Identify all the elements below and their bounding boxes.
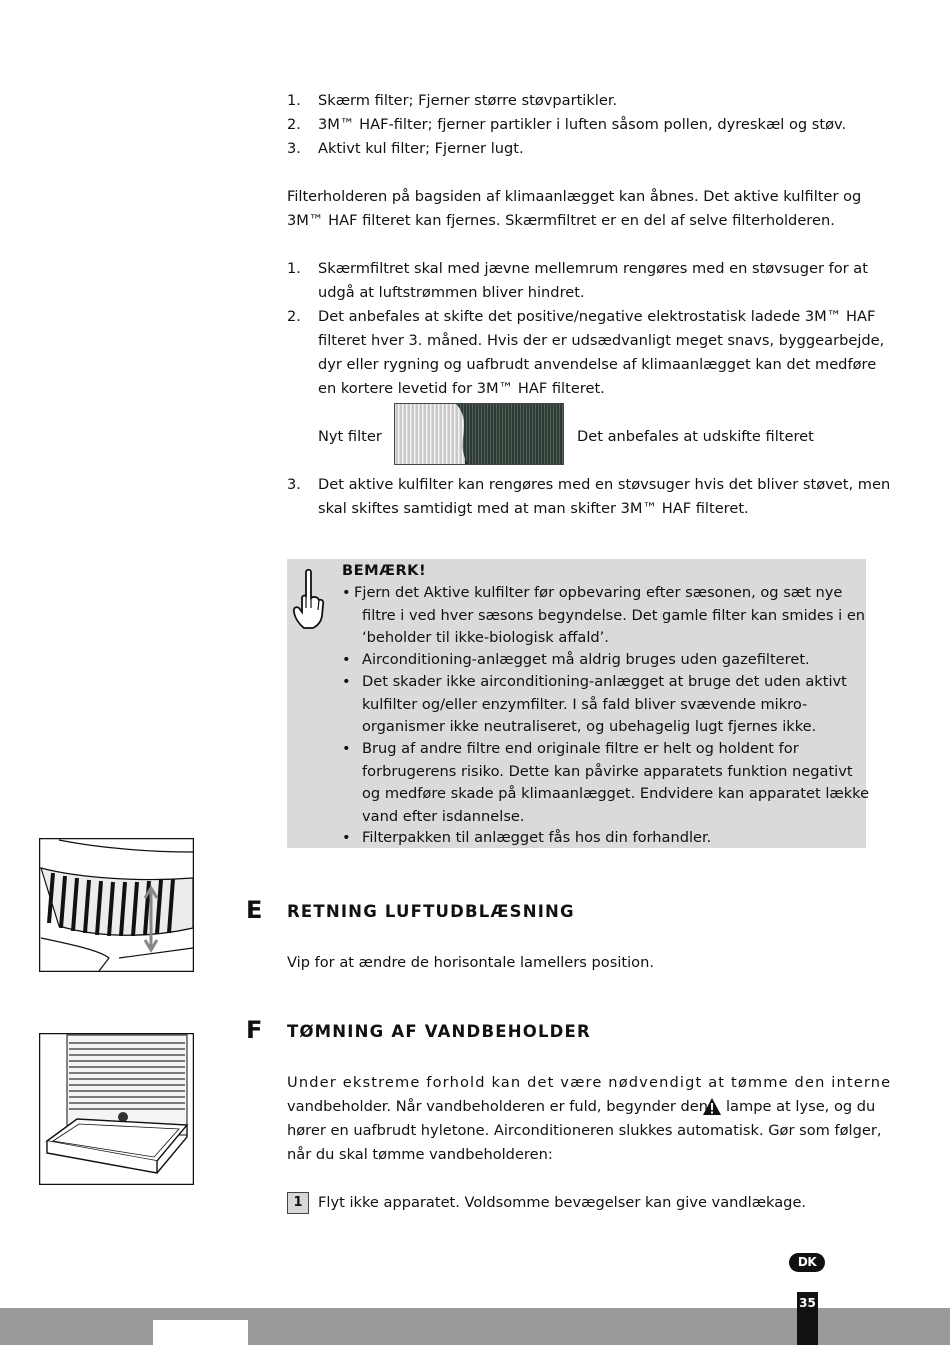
warning-icon [702, 1097, 722, 1116]
list-item-line: en kortere levetid for 3M™ HAF filteret. [318, 380, 605, 397]
bullet-line: forbrugerens risiko. Dette kan påvirke apparatets funktion negativt [362, 762, 853, 780]
list-number: 2. [287, 116, 301, 133]
paragraph-line: når du skal tømme vandbeholderen: [287, 1146, 553, 1163]
language-badge: DK [789, 1253, 825, 1272]
water-tray-illustration [39, 1033, 194, 1185]
list-item-line: dyr eller rygning og uafbrudt anvendelse af klimaanlægget kan det medføre [318, 356, 877, 373]
paragraph-line: hører en uafbrudt hyletone. Airconditioneren slukkes automatisk. Gør som følger, [287, 1122, 882, 1139]
list-number: 3. [287, 140, 301, 157]
replace-filter-label: Det anbefales at udskifte filteret [577, 428, 814, 445]
page-number: 35 [797, 1292, 818, 1345]
bullet-dot: • [342, 740, 351, 757]
paragraph-line: 3M™ HAF filteret kan fjernes. Skærmfiltret er en del af selve filterholderen. [287, 212, 835, 229]
bullet-dot: • [342, 651, 351, 668]
list-item-line: Det anbefales at skifte det positive/negative elektrostatisk ladede 3M™ HAF [318, 308, 876, 325]
footer-tab [153, 1320, 248, 1345]
list-number: 1. [287, 92, 301, 109]
bullet-dot: • [342, 673, 351, 690]
paragraph-line: Under ekstreme forhold kan det være nødvendigt at tømme den interne [287, 1074, 892, 1091]
bullet-line: og medføre skade på klimaanlægget. Endvidere kan apparatet lække [362, 785, 870, 802]
section-text: Vip for at ændre de horisontale lamellers position. [287, 954, 654, 971]
list-item-line: udgå at luftstrømmen bliver hindret. [318, 284, 585, 301]
list-item-line: filteret hver 3. måned. Hvis der er udsædvanligt meget snavs, byggearbejde, [318, 332, 885, 349]
bullet-line: kulfilter og/eller enzymfilter. I så fald bliver svævende mikro- [362, 695, 808, 713]
pointing-hand-icon [292, 568, 326, 632]
bullet-dot: • [342, 584, 351, 601]
step-number-box: 1 [287, 1192, 309, 1214]
note-title: BEMÆRK! [342, 562, 427, 579]
bullet-line: organismer ikke neutraliseret, og ubehagelig lugt fjernes ikke. [362, 718, 817, 735]
bullet-line: Airconditioning-anlægget må aldrig bruges uden gazefilteret. [362, 651, 810, 668]
list-item-line: Skærmfiltret skal med jævne mellemrum rengøres med en støvsuger for at [318, 260, 868, 277]
list-item-line: Det aktive kulfilter kan rengøres med en støvsuger hvis det bliver støvet, men [318, 476, 891, 493]
step-text: Flyt ikke apparatet. Voldsomme bevægelser kan give vandlækage. [318, 1194, 807, 1211]
bullet-line: ‘beholder til ikke-biologisk affald’. [362, 629, 609, 646]
list-number: 2. [287, 308, 301, 325]
list-item: Aktivt kul filter; Fjerner lugt. [318, 140, 524, 157]
bullet-line: Det skader ikke airconditioning-anlægget at bruge det uden aktivt [362, 673, 847, 690]
bullet-line: Fjern det Aktive kulfilter før opbevaring efter sæsonen, og sæt nye [354, 584, 843, 601]
list-number: 1. [287, 260, 301, 277]
list-item: 3M™ HAF-filter; fjerner partikler i luften såsom pollen, dyreskæl og støv. [318, 116, 847, 133]
bullet-line: Brug af andre filtre end originale filtre er helt og holdent for [362, 740, 799, 757]
bullet-line: Filterpakken til anlægget fås hos din forhandler. [362, 829, 712, 846]
paragraph-line: vandbeholder. Når vandbeholderen er fuld, begynder den [287, 1098, 708, 1115]
section-letter: E [246, 896, 263, 924]
bullet-line: filtre i ved hver sæsons begyndelse. Det gamle filter kan smides i en [362, 606, 866, 624]
section-title: RETNING LUFTUDBLÆSNING [287, 902, 575, 921]
paragraph-line: Filterholderen på bagsiden af klimaanlægget kan åbnes. Det aktive kulfilter og [287, 188, 862, 205]
bullet-line: vand efter isdannelse. [362, 807, 525, 825]
section-letter: F [246, 1016, 263, 1044]
list-item-line: skal skiftes samtidigt med at man skifter 3M™ HAF filteret. [318, 500, 749, 517]
filter-comparison-photo [394, 403, 564, 465]
louvre-illustration [39, 838, 194, 972]
new-filter-label: Nyt filter [318, 428, 382, 445]
section-title: TØMNING AF VANDBEHOLDER [287, 1022, 591, 1041]
list-number: 3. [287, 476, 301, 493]
bullet-dot: • [342, 829, 351, 846]
paragraph-line: lampe at lyse, og du [726, 1098, 876, 1115]
list-item: Skærm filter; Fjerner større støvpartikler. [318, 92, 618, 109]
